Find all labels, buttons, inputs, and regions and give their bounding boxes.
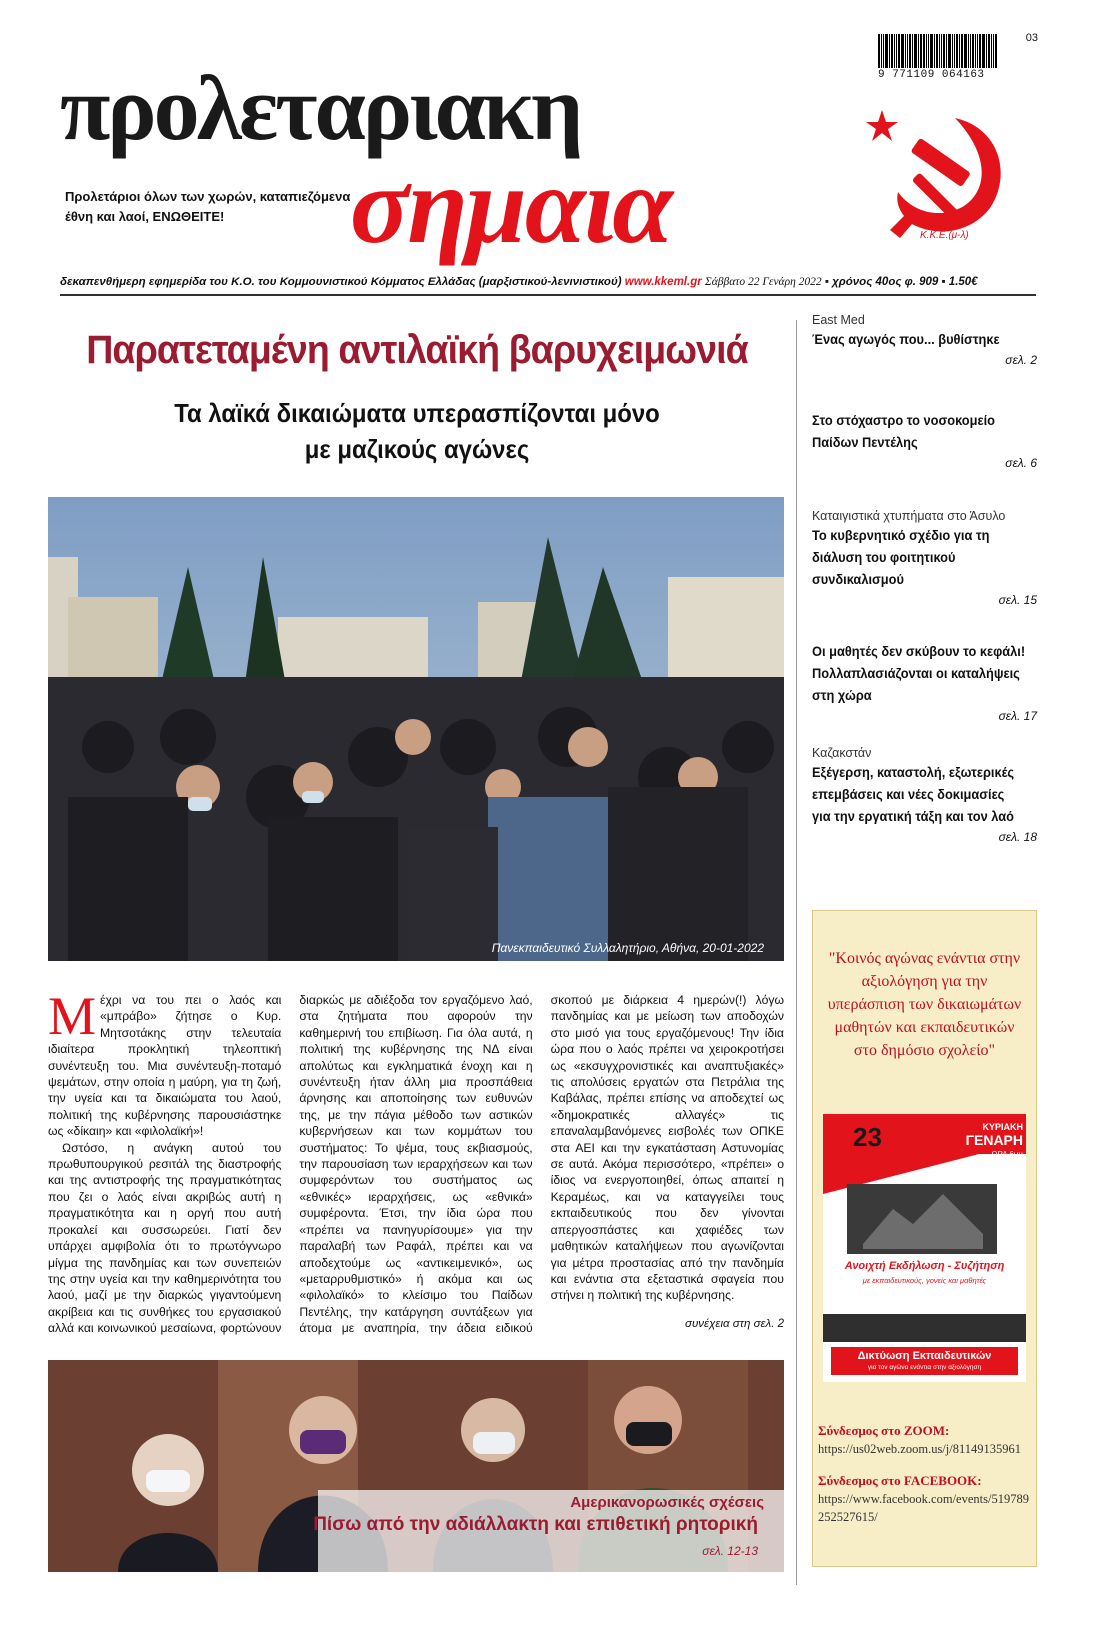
barcode-bar (970, 34, 971, 68)
barcode-bar (896, 34, 897, 68)
sidebar-item-kazakhstan[interactable] (812, 745, 1037, 844)
masthead-slogan: Προλετάριοι όλων των χωρών, καταπιεζόμενα έθνη και λαοί, ΕΝΩΘΕΙΤΕ! (65, 189, 351, 224)
sidebar-item-page: σελ. 2 (1005, 353, 1037, 367)
barcode-bar (975, 34, 976, 68)
barcode-bar (883, 34, 884, 68)
sidebar-item-title: Οι μαθητές δεν σκύβουν το κεφάλι! Πολλαπλασιάζονται οι καταλήψεις στη χώρα (812, 644, 1026, 703)
bottom-story-photo (48, 1360, 784, 1572)
barcode-bars (878, 34, 1038, 68)
poster-time: ΩΡΑ 6μμ (991, 1150, 1023, 1159)
lead-subhead-line2: με μαζικούς αγώνες (304, 434, 530, 464)
barcode-bar (923, 34, 925, 68)
facebook-link[interactable]: https://www.facebook.com/events/519789252527615/ (818, 1492, 1029, 1524)
barcode-bar (961, 34, 963, 68)
bottom-story-kicker: Αμερικανορωσικές σχέσεις (570, 1494, 764, 1511)
event-poster (823, 1114, 1026, 1382)
barcode-bar (941, 34, 942, 68)
barcode-bar (909, 34, 911, 68)
barcode-bar (889, 34, 890, 68)
diplomats-illustration (48, 1360, 784, 1572)
barcode-bar (982, 34, 985, 68)
barcode-bar (993, 34, 994, 68)
poster-network: Δικτύωση Εκπαιδευτικών (857, 1350, 992, 1362)
sidebar-item-page: σελ. 18 (998, 830, 1037, 844)
barcode-bar (885, 34, 888, 68)
price: 1.50€ (948, 276, 978, 288)
barcode (878, 34, 1038, 81)
sidebar-item-kicker: East Med (812, 313, 865, 327)
sidebar-item-title: Στο στόχαστρο το νοσοκομείο Παίδων Πεντέλης (812, 413, 995, 450)
barcode-bar (995, 34, 997, 68)
sidebar-item-page: σελ. 15 (998, 593, 1037, 607)
column-divider (796, 320, 797, 1585)
barcode-bar (948, 34, 951, 68)
barcode-bar (901, 34, 904, 68)
barcode-bar (914, 34, 917, 68)
barcode-bar (952, 34, 953, 68)
barcode-bar (894, 34, 895, 68)
barcode-bar (898, 34, 900, 68)
sidebar-item-kicker: Καζακστάν (812, 746, 872, 760)
drop-cap: Μ (48, 986, 97, 1046)
sidebar-item-title: Ένας αγωγός που... βυθίστηκε (812, 332, 1000, 347)
lead-article-body (48, 986, 784, 1344)
website-link[interactable]: www.kkeml.gr (624, 276, 702, 288)
barcode-bar (986, 34, 987, 68)
barcode-bar (934, 34, 935, 68)
sidebar-item-title: Το κυβερνητικό σχέδιο για τη διάλυση του φοιτητικού συνδικαλισμού (812, 528, 990, 587)
barcode-bar (972, 34, 974, 68)
zoom-link[interactable]: https://us02web.zoom.us/j/81149135961 (818, 1442, 1022, 1456)
sidebar-item-kicker: Καταιγιστικά χτυπήματα στο Άσυλο (812, 509, 1006, 523)
event-ad-quote: "Κοινός αγώνας ενάντια στην αξιολόγηση για την υπεράσπιση των δικαιωμάτων μαθητών και εκπαιδευτικών στο δημόσιο σχολείο" (827, 950, 1022, 1059)
party-label: Κ.Κ.Ε.(μ-λ) (920, 230, 969, 241)
barcode-bar (946, 34, 947, 68)
barcode-bar (988, 34, 990, 68)
lead-photo-crowd (48, 497, 784, 961)
crowd-illustration (48, 497, 784, 961)
lead-paragraph-1-text: έχρι να του πει ο λαός και «μπράβο» ζήτησε ο Κυρ. Μητσοτάκης στην τελευταία ιδιαίτερα προκλητική τηλεοπτική συνέντευξη του. Μια συνέντευξη-ποταμό ψεμάτων, στην οποία η μαύρη, για τη ζωή, την υγεία και τα δικαιώματα του λαού, πολιτική της κυβέρνησης παρουσιάστηκε ως «δίκαιη» και «φιλολαϊκή»! (48, 993, 282, 1139)
barcode-bar (907, 34, 908, 68)
bottom-story-headline[interactable]: Πίσω από την αδιάλλακτη και επιθετική ρητορική (313, 1514, 758, 1535)
barcode-bar (956, 34, 958, 68)
paper-description: δεκαπενθήμερη εφημερίδα του Κ.Ο. του Κομμουνιστικού Κόμματος Ελλάδας (μαρξιστικού-λενινιστικού) (60, 276, 622, 288)
barcode-bar (977, 34, 978, 68)
lead-article-paragraph-2: Ωστόσο, η ανάγκη αυτού του πρωθυπουργικού ρεσιτάλ της διαστροφής και της αντιστροφής της πραγματικότητας που ζει ο λαός είναι ακριβώς αυτή η πραγματικότητα και η οργή που αυτή προκαλεί και συσσωρεύει. Γιατί δεν υπάρχει αμφιβολία ότι το πρωτόγνωρο μίγμα της πανδημίας και των συνεπειών της στην υγεία και την καθημερινότητα του λαού, μαζί με την διαρκώς γιγαντούμενη ακρίβεια και τις συνθήκες του εργασιακού αλλά και κοινωνικού μεσαίωνα, φορτώνουν διαρκώς με αδιέξοδα τον εργαζόμενο λαό, στα ζητήματα που αφορούν την καθημερινή του επιβίωση. Για όλα αυτά, η πολιτική της κυβέρνησης της ΝΔ είναι απολύτως και εγκληματικά ένοχη και η συνέντευξη ήταν άλλη μια προσπάθεια άρνησης και αποποίησης των ευθυνών της, με την πάγια μέθοδο των αστικών κυβερνήσεων και των κομμάτων του συστήματος: Το ψέμα, τους εκβιασμούς, την παρουσίαση των ιεραρχήσεων και των συμφερόντων του συστήματος ως «εθνικές» ιεραρχήσεις, ως «εθνικά» συμφέροντα. Έτσι, την ίδια ώρα που «πρέπει να πανηγυρίσουμε» για την παραλαβή των Ραφάλ, πρέπει και να αποδεχτούμε ως «αντικειμενικό», ως «μεταρρυθμιστικό» ή ακόμα και ως «φιλολαϊκό» το κλείσιμο του Παίδων Πεντέλης, την κατάργηση συντάξεων για άτομα με αναπηρία, την άδεια ειδικού σκοπού με διάρκεια 4 ημερών(!) λόγω πανδημίας και με μείωση των αποδοχών στο μισό για τους εργαζόμενους! Την ίδια ώρα που ο λαός πρέπει να χειροκροτήσει ως «εκσυγχρονιστικές και αναπτυξιακές» τις απολύσεις εργατών στα Πετράλια της Καβάλας, πρέπει επίσης να αποδεχτεί ως «δημοκρατικές αλλαγές» τις επαναλαμβανόμενες εισβολές των ΟΠΚΕ στα ΑΕΙ και την εγκατάσταση Αστυνομίας σε αυτά. Ακόμα περισσότερο, «πρέπει» ο ίδιος να ενεργοποιηθεί, όπως απαιτεί η Κεραμέως, και να καταγγείλει τους εκπαιδευτικούς που δεν γίνονται απεργοσπάστες και χαφιέδες των μαθητικών καταλήψεων που αγωνίζονται για μέτρα προστασίας από την πανδημία και ενάντια στα εξεταστικά σφαγεία που στήνει η πολιτική της κυβέρνησης. (48, 993, 784, 1336)
poster-month: ΓΕΝΑΡΗ (965, 1132, 1023, 1148)
issue-date: Σάββατο 22 Γενάρη 2022 (704, 276, 822, 288)
hammer-sickle-star-icon (860, 100, 1020, 250)
barcode-bar (991, 34, 992, 68)
sidebar-item-page: σελ. 6 (1005, 456, 1037, 470)
issue-number: χρόνος 40ος φ. 909 (832, 276, 939, 288)
zoom-label: Σύνδεσμος στο ΖΟΟΜ: (818, 1423, 950, 1438)
event-links (818, 1422, 1033, 1526)
lead-subhead (78, 395, 757, 467)
masthead-title-bottom: σημαια (350, 144, 672, 266)
barcode-bar (928, 34, 929, 68)
sidebar-item-title: Εξέγερση, καταστολή, εξωτερικές επεμβάσεις και νέες δοκιμασίες για την εργατική τάξη και τον λαό (812, 765, 1015, 824)
barcode-bar (881, 34, 882, 68)
sidebar-item-page: σελ. 17 (998, 709, 1037, 723)
sidebar-item-paidon-penteli[interactable] (812, 410, 1037, 470)
barcode-bar (926, 34, 927, 68)
barcode-bar (930, 34, 933, 68)
lead-headline: Παρατεταμένη αντιλαϊκή βαρυχειμωνιά (86, 328, 748, 372)
barcode-bar (912, 34, 913, 68)
lead-photo-caption: Πανεκπαιδευτικό Συλλαλητήριο, Αθήνα, 20-01-2022 (491, 941, 764, 955)
barcode-bar (943, 34, 945, 68)
barcode-issue: 03 (1025, 32, 1038, 44)
info-bar: δεκαπενθήμερη εφημερίδα του Κ.Ο. του Κομμουνιστικού Κόμματος Ελλάδας (μαρξιστικού-λενινιστικού) www.kkeml.gr Σάββατο 22 Γενάρη 2022 ▪ χρόνος 40ος φ. 909 ▪ 1.50€ (60, 276, 978, 288)
barcode-bar (959, 34, 960, 68)
masthead-title-top: προλεταριακη (60, 57, 581, 159)
barcode-bar (979, 34, 981, 68)
barcode-bar (968, 34, 969, 68)
barcode-number: 9 771109 064163 (878, 69, 985, 81)
barcode-bar (964, 34, 967, 68)
lead-article-paragraph-1 (48, 986, 282, 1140)
poster-day: ΚΥΡΙΑΚΗ (982, 1122, 1023, 1132)
facebook-label: Σύνδεσμος στο FACEBOOK: (818, 1473, 982, 1488)
poster-date-number: 23 (853, 1122, 882, 1152)
lead-subhead-line1: Τα λαϊκά δικαιώματα υπερασπίζονται μόνο (174, 398, 660, 428)
barcode-bar (939, 34, 940, 68)
barcode-bar (891, 34, 893, 68)
bottom-story-page: σελ. 12-13 (702, 1544, 758, 1558)
sidebar-item-east-med[interactable] (812, 312, 1037, 367)
sidebar-item-asylum[interactable] (812, 508, 1037, 607)
sidebar-item-students[interactable] (812, 641, 1037, 723)
barcode-bar (878, 34, 880, 68)
poster-event-title: Ανοιχτή Εκδήλωση - Συζήτηση (844, 1260, 1005, 1272)
poster-event-subtitle: με εκπαιδευτικούς, γονείς και μαθητές (862, 1276, 987, 1285)
barcode-bar (920, 34, 922, 68)
poster-network-subtitle: για τον αγώνα ενάντια στην αξιολόγηση (867, 1364, 982, 1371)
masthead-divider (60, 294, 1036, 296)
continued-note: συνέχεια στη σελ. 2 (685, 1318, 784, 1330)
barcode-bar (918, 34, 919, 68)
barcode-bar (905, 34, 906, 68)
barcode-bar (954, 34, 955, 68)
barcode-bar (936, 34, 938, 68)
